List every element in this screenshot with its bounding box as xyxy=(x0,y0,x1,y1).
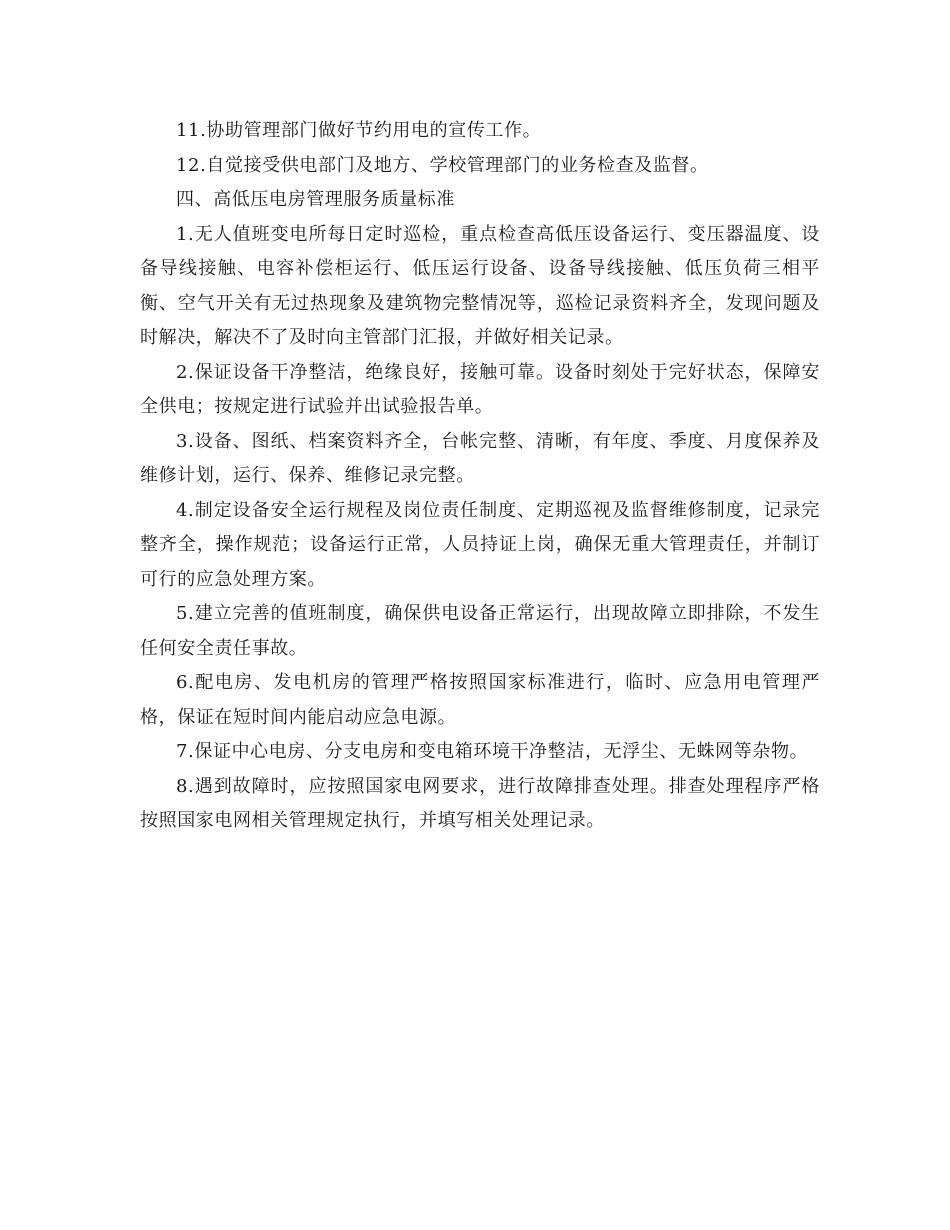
document-body xyxy=(140,114,820,839)
paragraph-item-12: 12.自觉接受供电部门及地方、学校管理部门的业务检查及监督。 xyxy=(176,154,709,176)
paragraph-item-5: 5.建立完善的值班制度，确保供电设备正常运行，出现故障立即排除，不发生任何安全责任事故。 xyxy=(140,603,820,659)
paragraph-item-1: 1.无人值班变电所每日定时巡检，重点检查高低压设备运行、变压器温度、设备导线接触、电容补偿柜运行、低压运行设备、设备导线接触、低压负荷三相平衡、空气开关有无过热现象及建筑物完整情况等，巡检记录资料齐全，发现问题及时解决，解决不了及时向主管部门汇报，并做好相关记录。 xyxy=(140,223,820,348)
paragraph-item-6: 6.配电房、发电机房的管理严格按照国家标准进行，临时、应急用电管理严格，保证在短时间内能启动应急电源。 xyxy=(140,672,820,728)
paragraph-item-11: 11.协助管理部门做好节约用电的宣传工作。 xyxy=(176,120,542,141)
paragraph-item-2: 2.保证设备干净整洁，绝缘良好，接触可靠。设备时刻处于完好状态，保障安全供电；按规定进行试验并出试验报告单。 xyxy=(140,361,820,417)
paragraph-item-4: 4.制定设备安全运行规程及岗位责任制度、定期巡视及监督维修制度，记录完整齐全，操作规范；设备运行正常，人员持证上岗，确保无重大管理责任，并制订可行的应急处理方案。 xyxy=(140,499,820,590)
paragraph-item-8: 8.遇到故障时，应按照国家电网要求，进行故障排查处理。排查处理程序严格按照国家电网相关管理规定执行，并填写相关处理记录。 xyxy=(140,775,820,831)
paragraph-item-7: 7.保证中心电房、分支电房和变电箱环境干净整洁，无浮尘、无蛛网等杂物。 xyxy=(176,741,809,762)
paragraph-item-3: 3.设备、图纸、档案资料齐全，台帐完整、清晰，有年度、季度、月度保养及维修计划，运行、保养、维修记录完整。 xyxy=(140,430,820,486)
section-heading: 四、高低压电房管理服务质量标准 xyxy=(176,189,455,210)
